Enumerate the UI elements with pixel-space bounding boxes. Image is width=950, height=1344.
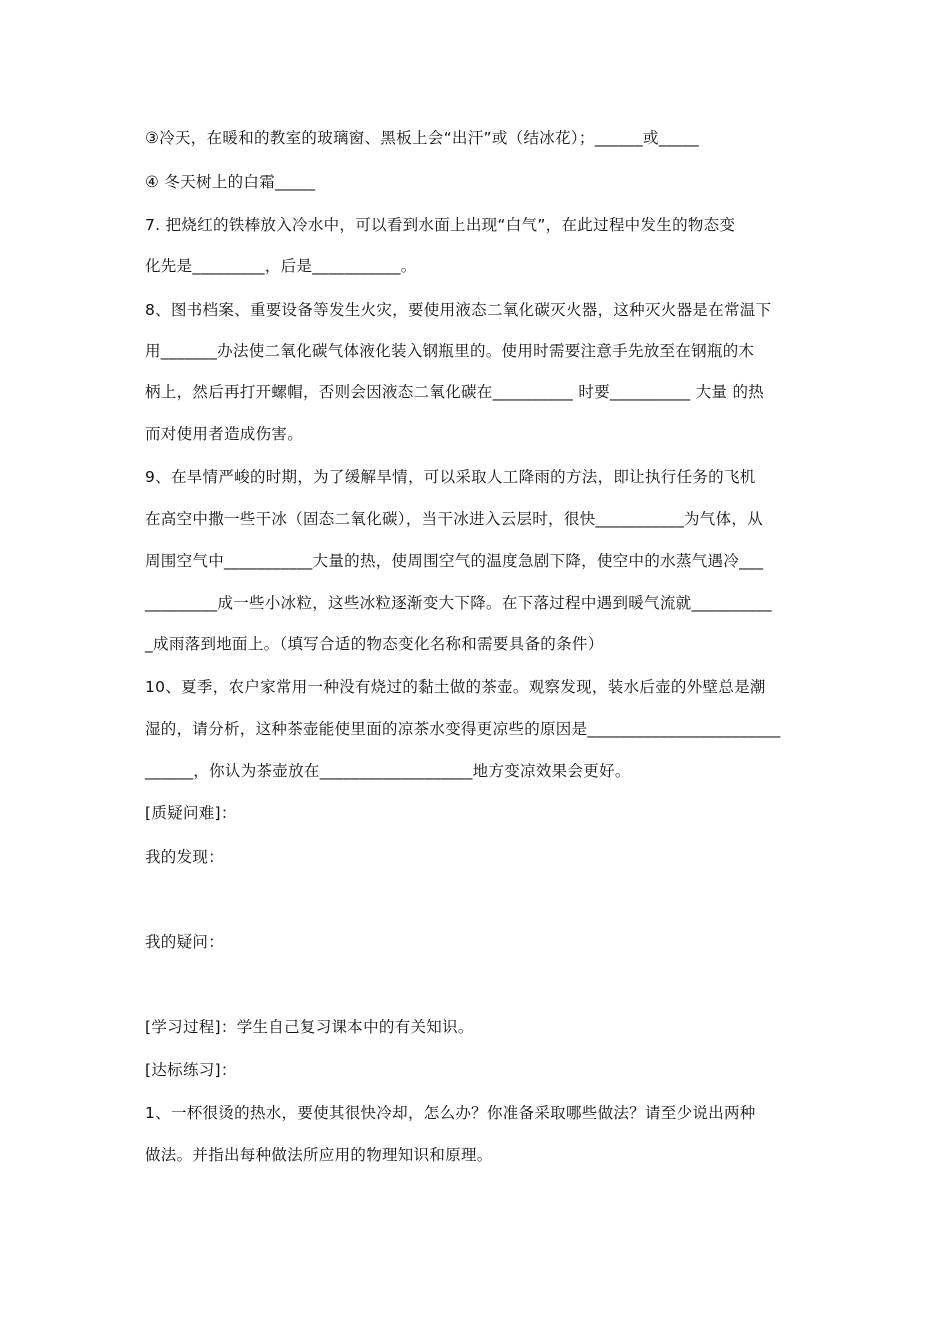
- question-8-line-2: 用_______办法使二氧化碳气体液化装入钢瓶里的。使用时需要注意手先放至在钢瓶的木: [145, 342, 755, 360]
- my-findings-label: 我的发现：: [145, 848, 225, 866]
- question-8-line-4: 而对使用者造成伤害。: [145, 425, 304, 443]
- practice-1-line-1: 1、一杯很烫的热水，要使其很快冷却，怎么办？你准备采取哪些做法？请至少说出两种: [145, 1104, 756, 1122]
- section-learning-process: [学习过程]：学生自己复习课本中的有关知识。: [145, 1018, 474, 1036]
- question-8-line-1: 8、图书档案、重要设备等发生火灾，要使用液态二氧化碳灭火器，这种灭火器是在常温下: [145, 301, 772, 319]
- section-questions-heading: [质疑问难]：: [145, 804, 237, 822]
- my-questions-label: 我的疑问：: [145, 933, 225, 951]
- question-9-line-1: 9、在旱情严峻的时期，为了缓解旱情，可以采取人工降雨的方法，即让执行任务的飞机: [145, 468, 756, 486]
- question-9-line-3: 周围空气中___________大量的热，使周围空气的温度急剧下降，使空中的水蒸气遇冷___: [145, 552, 764, 570]
- question-10-line-1: 10、夏季，农户家常用一种没有烧过的黏土做的茶壶。观察发现，装水后壶的外壁总是潮: [145, 678, 766, 696]
- question-7-line-1: 7. 把烧红的铁棒放入冷水中，可以看到水面上出现“白气”，在此过程中发生的物态变: [145, 216, 736, 234]
- question-8-line-3: 柄上，然后再打开螺帽，否则会因液态二氧化碳在__________ 时要__________ 大量 的热: [145, 383, 765, 401]
- question-6-item-3: ③冷天，在暖和的教室的玻璃窗、黑板上会“出汗”或（结冰花）；______或_____: [145, 129, 700, 147]
- question-9-line-2: 在高空中撒一些干冰（固态二氧化碳），当干冰进入云层时，很快___________为气体，从: [145, 510, 764, 528]
- section-practice-heading: [达标练习]：: [145, 1061, 237, 1079]
- question-10-line-2: 湿的，请分析，这种茶壶能使里面的凉茶水变得更凉些的原因是________________________: [145, 720, 781, 738]
- question-9-line-4: _________成一些小冰粒，这些冰粒逐渐变大下降。在下落过程中遇到暖气流就__________: [145, 594, 772, 612]
- question-9-line-5: _成雨落到地面上。（填写合适的物态变化名称和需要具备的条件）: [145, 635, 604, 653]
- practice-1-line-2: 做法。并指出每种做法所应用的物理知识和原理。: [145, 1146, 493, 1164]
- question-10-line-3: ______，你认为茶壶放在___________________地方变凉效果会更好。: [145, 762, 631, 780]
- question-6-item-4: ④ 冬天树上的白霜_____: [145, 173, 316, 191]
- question-7-line-2: 化先是_________，后是___________。: [145, 257, 417, 275]
